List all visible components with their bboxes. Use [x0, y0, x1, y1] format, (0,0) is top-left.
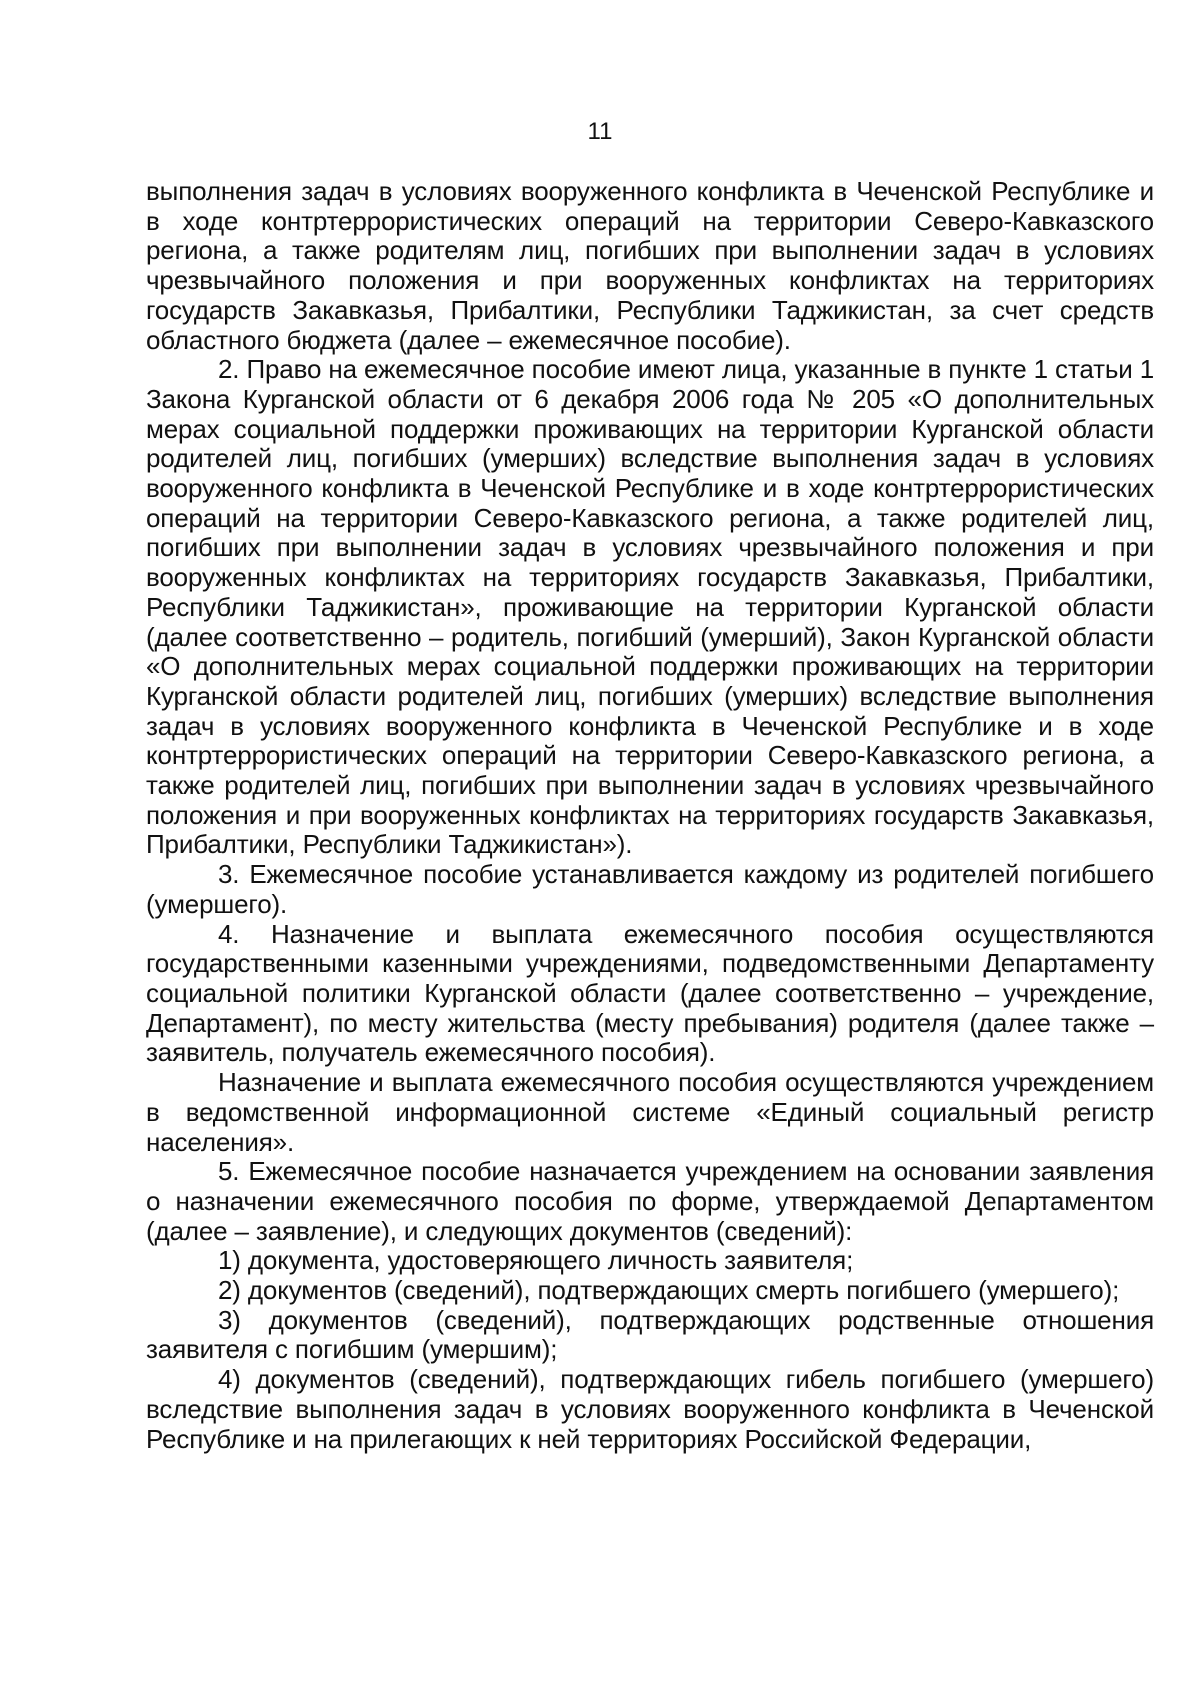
paragraph-continuation: выполнения задач в условиях вооруженного конфликта в Чеченской Республике и в ходе контртеррористических операций на территории Северо-Кавказского региона, а также родителям лиц, погибших при выполнении задач в условиях чрезвычайного положения и при вооруженных конфликтах на территориях государств Закавказья, Прибалтики, Республики Таджикистан, за счет средств областного бюджета (далее – ежемесячное пособие).: [146, 176, 1154, 355]
list-item-1: 1) документа, удостоверяющего личность заявителя;: [218, 1245, 854, 1276]
list-item-2: 2) документов (сведений), подтверждающих смерть погибшего (умершего);: [218, 1275, 1120, 1306]
paragraph-item-5: 5. Ежемесячное пособие назначается учреждением на основании заявления о назначении ежемесячного пособия по форме, утверждаемой Департаментом (далее – заявление), и следующих документов (сведений):: [146, 1156, 1154, 1246]
page-number: 11: [587, 118, 613, 145]
paragraph-item-3: 3. Ежемесячное пособие устанавливается каждому из родителей погибшего (умершего).: [146, 859, 1154, 919]
paragraph-item-4-continued: Назначение и выплата ежемесячного пособия осуществляются учреждением в ведомственной информационной системе «Единый социальный регистр населения».: [146, 1067, 1154, 1157]
document-body: [146, 177, 1154, 1454]
paragraph-item-4: 4. Назначение и выплата ежемесячного пособия осуществляются государственными казенными учреждениями, подведомственными Департаменту социальной политики Курганской области (далее соответственно – учреждение, Департамент), по месту жительства (месту пребывания) родителя (далее также – заявитель, получатель ежемесячного пособия).: [146, 918, 1154, 1068]
list-item-4: 4) документов (сведений), подтверждающих гибель погибшего (умершего) вследствие выполнения задач в условиях вооруженного конфликта в Чеченской Республике и на прилегающих к ней территориях Российской Федерации,: [146, 1364, 1154, 1454]
paragraph-item-2: 2. Право на ежемесячное пособие имеют лица, указанные в пункте 1 статьи 1 Закона Курганской области от 6 декабря 2006 года № 205 «О дополнительных мерах социальной поддержки проживающих на территории Курганской области родителей лиц, погибших (умерших) вследствие выполнения задач в условиях вооруженного конфликта в Чеченской Республике и в ходе контртеррористических операций на территории Северо-Кавказского региона, а также родителей лиц, погибших при выполнении задач в условиях чрезвычайного положения и при вооруженных конфликтах на территориях государств Закавказья, Прибалтики, Республики Таджикистан», проживающие на территории Курганской области (далее соответственно – родитель, погибший (умерший), Закон Курганской области «О дополнительных мерах социальной поддержки проживающих на территории Курганской области родителей лиц, погибших (умерших) вследствие выполнения задач в условиях вооруженного конфликта в Чеченской Республике и в ходе контртеррористических операций на территории Северо-Кавказского региона, а также родителей лиц, погибших при выполнении задач в условиях чрезвычайного положения и при вооруженных конфликтах на территориях государств Закавказья, Прибалтики, Республики Таджикистан»).: [146, 354, 1154, 860]
list-item-3: 3) документов (сведений), подтверждающих родственные отношения заявителя с погибшим (умершим);: [146, 1304, 1154, 1365]
